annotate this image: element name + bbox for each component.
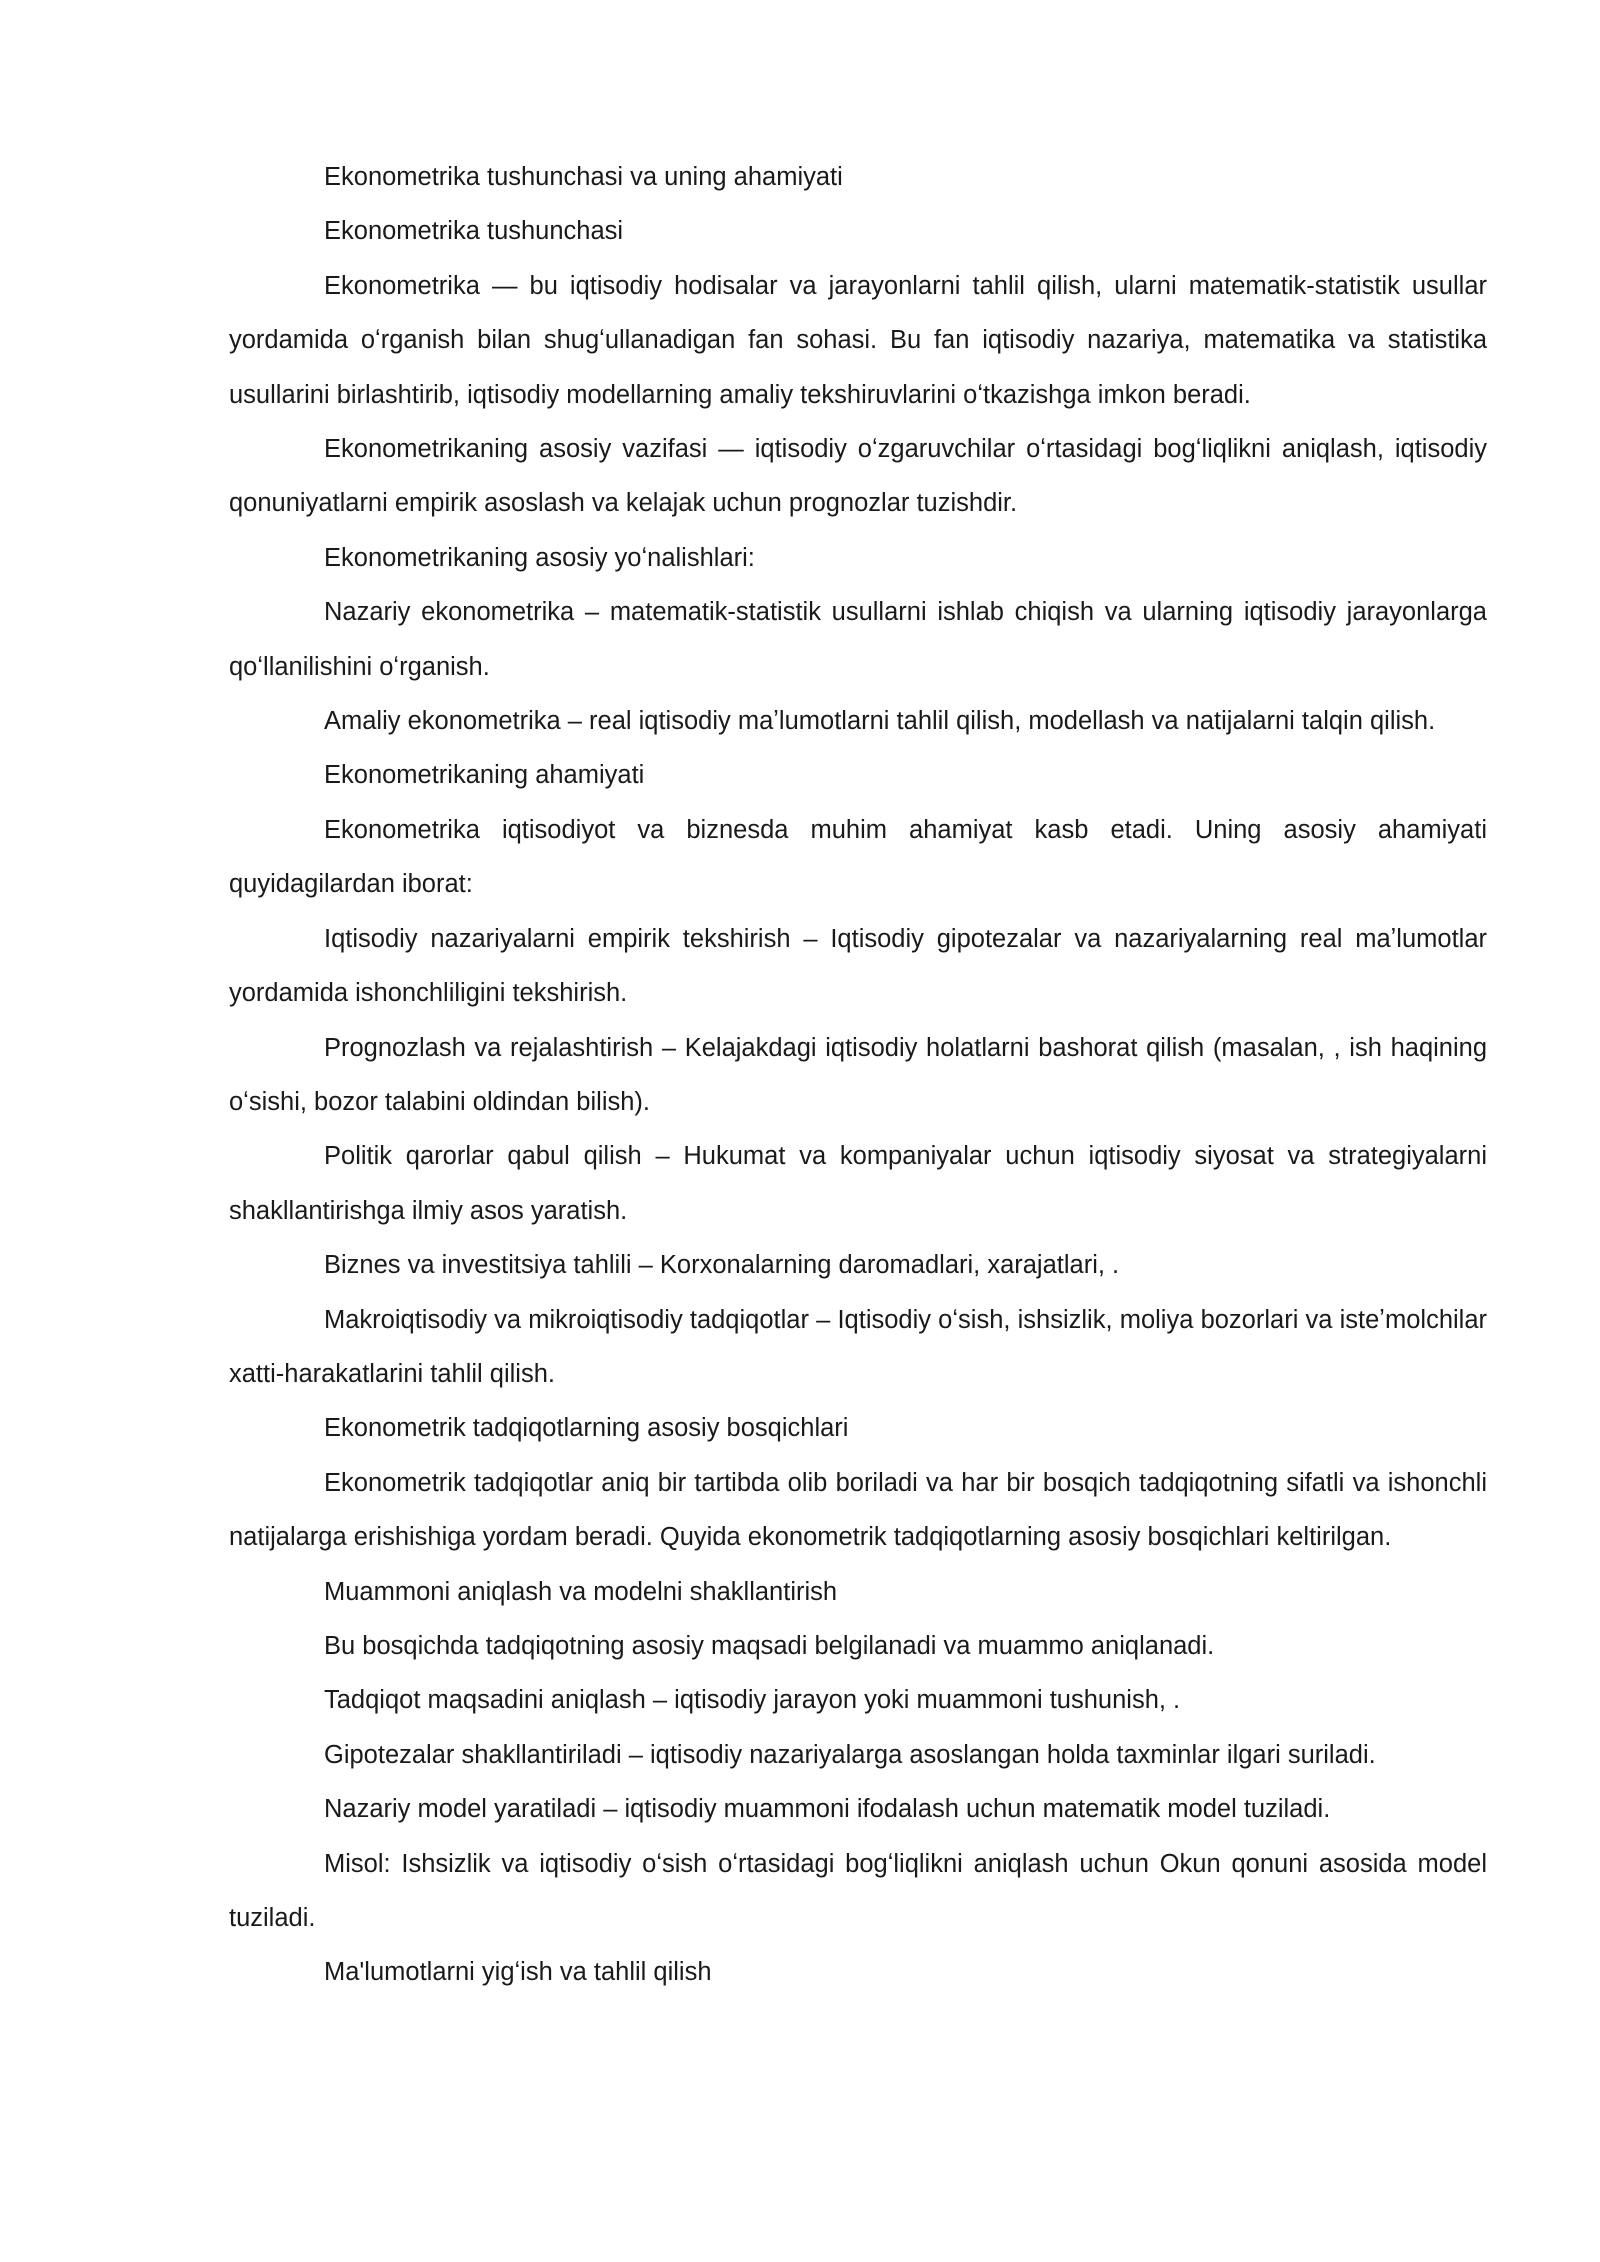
section-heading: Ekonometrikaning ahamiyati — [324, 761, 645, 790]
paragraph: Gipotezalar shakllantiriladi – iqtisodiy nazariyalarga asoslangan holda taxminlar ilgari suriladi. — [324, 1740, 1376, 1769]
paragraph: Nazariy model yaratiladi – iqtisodiy muammoni ifodalash uchun matematik model tuziladi. — [324, 1795, 1331, 1824]
paragraph: Amaliy ekonometrika – real iqtisodiy maʼlumotlarni tahlil qilish, modellash va natijalarni talqin qilish. — [324, 707, 1436, 736]
section-heading: Ekonometrika tushunchasi — [324, 217, 624, 246]
section-heading: Muammoni aniqlash va modelni shakllantirish — [324, 1577, 838, 1606]
paragraph: Iqtisodiy nazariyalarni empirik tekshirish – Iqtisodiy gipotezalar va nazariyalarning real maʼlumotlar yordamida ishonchliligini tekshirish. — [229, 924, 1487, 1008]
paragraph: Ekonometrikaning asosiy vazifasi — iqtisodiy oʻzgaruvchilar oʻrtasidagi bogʻliqlikni aniqlash, iqtisodiy qonuniyatlarni empirik asoslash va kelajak uchun prognozlar tuzishdir. — [229, 435, 1487, 518]
paragraph: Nazariy ekonometrika – matematik-statistik usullarni ishlab chiqish va ularning iqtisodiy jarayonlarga qoʻllanilishini oʻrganish. — [229, 598, 1487, 681]
section-heading: Ma'lumotlarni yigʻish va tahlil qilish — [324, 1958, 712, 1987]
paragraph: Ekonometrika — bu iqtisodiy hodisalar va jarayonlarni tahlil qilish, ularni matematik-statistik usullar yordamida oʻrganish bilan shugʻullanadigan fan sohasi. Bu fan iqtisodiy nazariya, matematika va statistika usullarini birlashtirib, iqtisodiy modellarning amaliy tekshiruvlarini oʻtkazishga imkon beradi. — [229, 271, 1487, 409]
paragraph: Bu bosqichda tadqiqotning asosiy maqsadi belgilanadi va muammo aniqlanadi. — [324, 1631, 1215, 1660]
paragraph: Tadqiqot maqsadini aniqlash – iqtisodiy jarayon yoki muammoni tushunish, . — [324, 1686, 1181, 1715]
paragraph: Prognozlash va rejalashtirish – Kelajakdagi iqtisodiy holatlarni bashorat qilish (masalan, , ish haqining oʻsishi, bozor talabini oldindan bilish). — [229, 1033, 1487, 1116]
paragraph: Politik qarorlar qabul qilish – Hukumat va kompaniyalar uchun iqtisodiy siyosat va strategiyalarni shakllantirishga ilmiy asos yaratish. — [229, 1142, 1487, 1225]
section-heading: Ekonometrik tadqiqotlarning asosiy bosqichlari — [324, 1414, 849, 1443]
paragraph: Makroiqtisodiy va mikroiqtisodiy tadqiqotlar – Iqtisodiy oʻsish, ishsizlik, moliya bozorlari va isteʼmolchilar xatti-harakatlarini tahlil qilish. — [229, 1305, 1487, 1388]
paragraph: Misol: Ishsizlik va iqtisodiy oʻsish oʻrtasidagi bogʻliqlikni aniqlash uchun Okun qonuni asosida model tuziladi. — [229, 1849, 1487, 1932]
paragraph: Ekonometrik tadqiqotlar aniq bir tartibda olib boriladi va har bir bosqich tadqiqotning sifatli va ishonchli natijalarga erishishiga yordam beradi. Quyida ekonometrik tadqiqotlarning asosiy bosqichlari keltirilgan. — [229, 1468, 1487, 1552]
paragraph: Ekonometrika iqtisodiyot va biznesda muhim ahamiyat kasb etadi. Uning asosiy ahamiyati quyidagilardan iborat: — [229, 815, 1487, 899]
document-title: Ekonometrika tushunchasi va uning ahamiyati — [324, 163, 843, 191]
paragraph: Biznes va investitsiya tahlili – Korxonalarning daromadlari, xarajatlari, . — [324, 1251, 1120, 1280]
section-heading: Ekonometrikaning asosiy yoʻnalishlari: — [324, 543, 755, 572]
